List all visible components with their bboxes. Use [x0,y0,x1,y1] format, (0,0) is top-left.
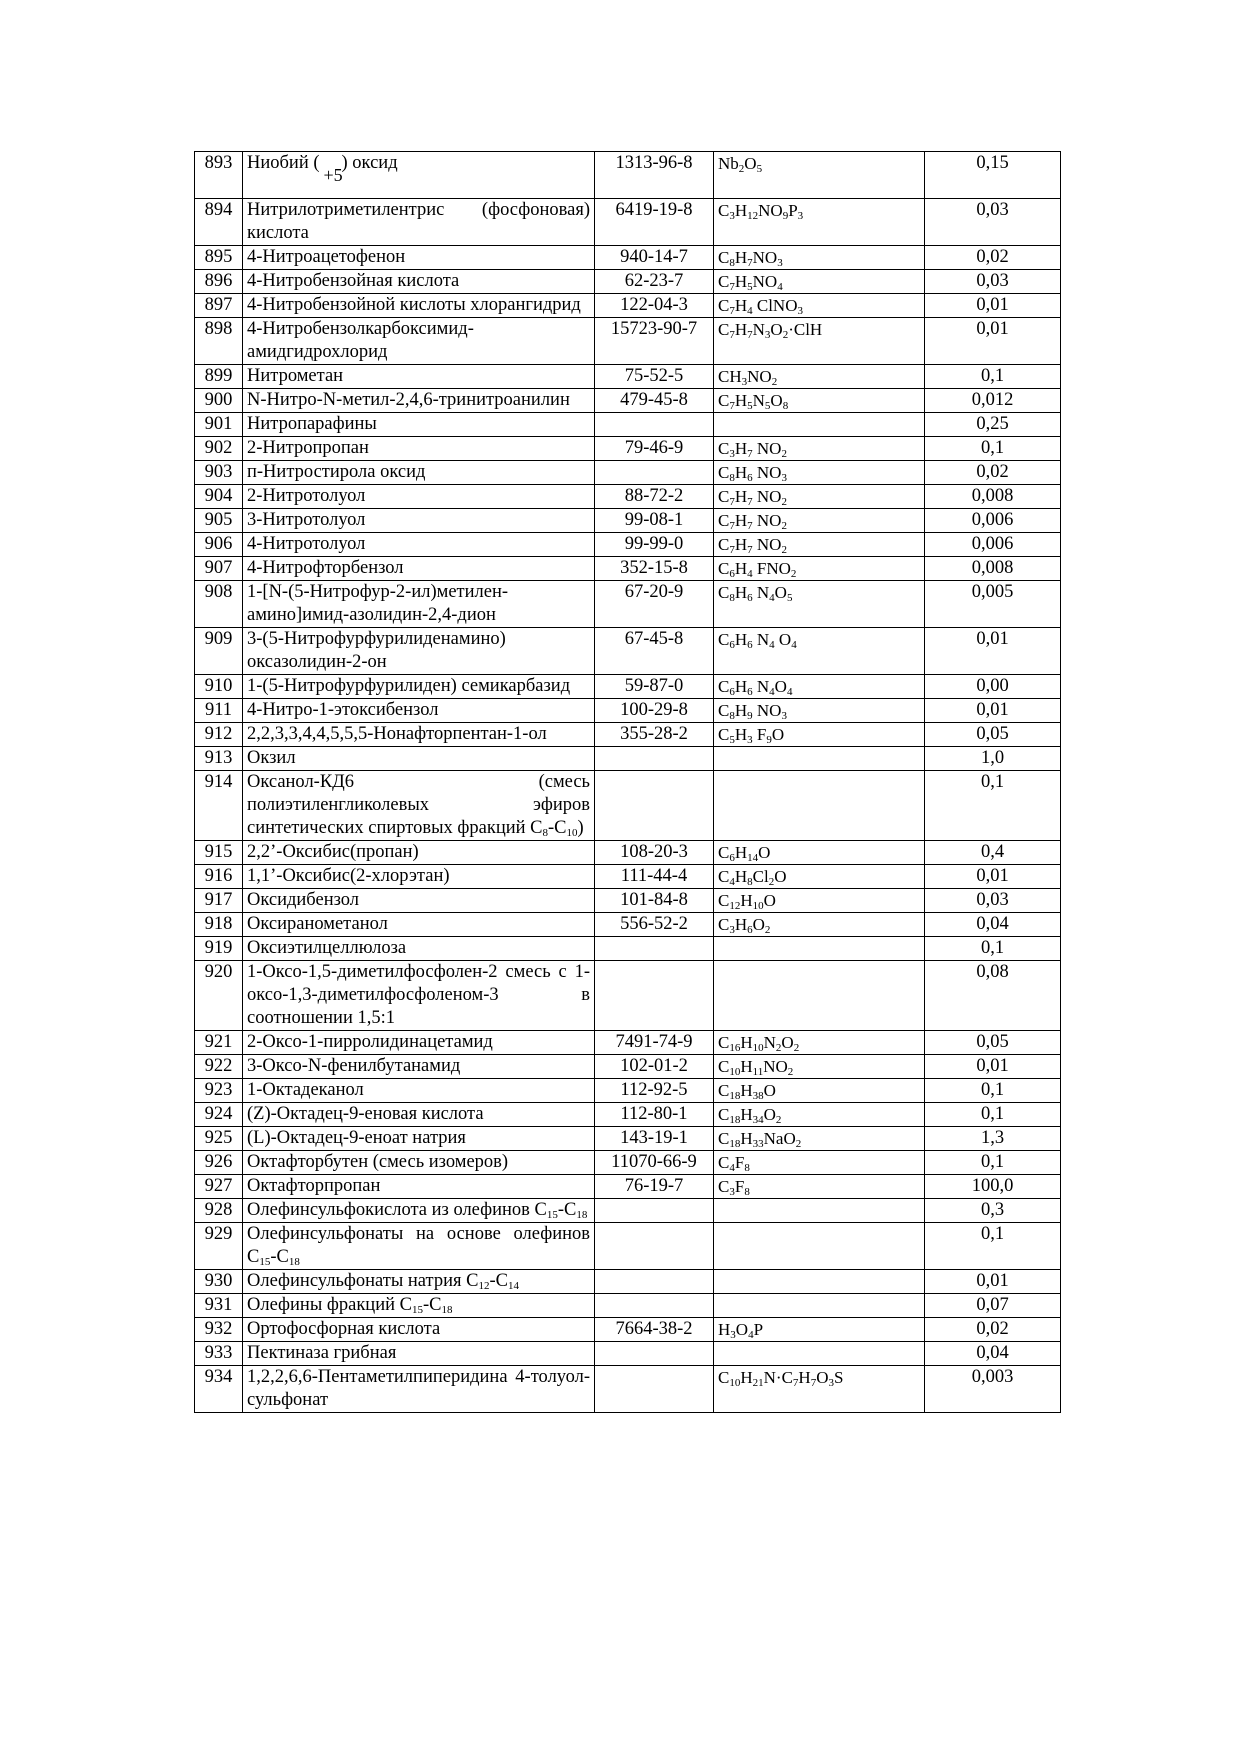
limit-value: 0,1 [925,1079,1061,1103]
row-number: 898 [195,318,243,365]
substance-name: 1-Октадеканол [243,1079,595,1103]
row-number: 917 [195,889,243,913]
cas-number: 76-19-7 [595,1175,714,1199]
table-row [195,1342,1061,1366]
limit-value: 0,03 [925,889,1061,913]
row-number: 900 [195,389,243,413]
table-row [195,675,1061,699]
substance-name: 4-Нитрофторбензол [243,557,595,581]
table-row [195,437,1061,461]
limit-value: 0,04 [925,913,1061,937]
cas-number: 79-46-9 [595,437,714,461]
cas-number: 1313-96-8 [595,152,714,199]
table-row [195,628,1061,675]
row-number: 914 [195,771,243,841]
document-page [194,151,1060,1413]
substance-name: 4-Нитробензолкарбоксимид-амидгидрохлорид [243,318,595,365]
row-number: 907 [195,557,243,581]
row-number: 915 [195,841,243,865]
limit-value: 0,05 [925,723,1061,747]
chemical-formula: $C_7H_7$ $NO_2$ [714,533,925,557]
chemical-formula: $C_6H_{14}O$ [714,841,925,865]
chemical-formula: $C_{18}H_{34}O_2$ [714,1103,925,1127]
chemical-formula: $C_4H_8Cl_2O$ [714,865,925,889]
chemical-formula [714,937,925,961]
limit-value: 0,05 [925,1031,1061,1055]
cas-number: 6419-19-8 [595,199,714,246]
substance-name: 1-(5-Нитрофурфурилиден) семикарбазид [243,675,595,699]
table-row [195,913,1061,937]
chemical-formula: $C_3H_6O_2$ [714,913,925,937]
substance-name: Нитрилотриметилентрис (фосфоновая) кислота [243,199,595,246]
cas-number: 11070-66-9 [595,1151,714,1175]
limit-value: 0,1 [925,937,1061,961]
row-number: 911 [195,699,243,723]
cas-number: 59-87-0 [595,675,714,699]
cas-number [595,1270,714,1294]
substance-name: 2,2’-Оксибис(пропан) [243,841,595,865]
row-number: 893 [195,152,243,199]
table-row [195,199,1061,246]
limit-value: 100,0 [925,1175,1061,1199]
cas-number [595,961,714,1031]
cas-number: 355-28-2 [595,723,714,747]
substance-name: 1-Оксо-1,5-диметилфосфолен-2 смесь с 1-оксо-1,3-диметилфосфоленом-3 в соотношении 1,5:1 [243,961,595,1031]
cas-number: 102-01-2 [595,1055,714,1079]
table-row [195,961,1061,1031]
table-row [195,1175,1061,1199]
substance-name: Октафторпропан [243,1175,595,1199]
limit-value: 0,02 [925,1318,1061,1342]
substance-name: Олефинсульфонаты на основе олефинов $C_{15}-C_{18}$ [243,1223,595,1270]
limit-value: 1,3 [925,1127,1061,1151]
cas-number: 99-99-0 [595,533,714,557]
limit-value: 0,008 [925,485,1061,509]
chemical-formula: $C_{16}H_{10}N_2O_2$ [714,1031,925,1055]
cas-number: 15723-90-7 [595,318,714,365]
limit-value: 0,4 [925,841,1061,865]
cas-number: 75-52-5 [595,365,714,389]
chemical-formula [714,1294,925,1318]
row-number: 896 [195,270,243,294]
substance-name: (Z)-Октадец-9-еновая кислота [243,1103,595,1127]
table-row [195,581,1061,628]
limit-value: 1,0 [925,747,1061,771]
row-number: 928 [195,1199,243,1223]
table-row [195,937,1061,961]
table-row [195,889,1061,913]
substance-name: 4-Нитроацетофенон [243,246,595,270]
substance-name: 3-(5-Нитрофурфурилиденамино) оксазолидин-2-он [243,628,595,675]
table-row [195,1079,1061,1103]
substance-name: Оксиранометанол [243,913,595,937]
chemical-formula [714,413,925,437]
limit-value: 0,15 [925,152,1061,199]
chemical-formula: $C_7H_7$ $NO_2$ [714,485,925,509]
chemical-formula [714,771,925,841]
cas-number: 112-80-1 [595,1103,714,1127]
limit-value: 0,01 [925,294,1061,318]
table-row [195,1270,1061,1294]
limit-value: 0,1 [925,1223,1061,1270]
row-number: 908 [195,581,243,628]
table-row [195,747,1061,771]
substance-name: п-Нитростирола оксид [243,461,595,485]
chemical-formula: $C_7H_5NO_4$ [714,270,925,294]
cas-number: 7491-74-9 [595,1031,714,1055]
chemical-formula: $H_3O_4P$ [714,1318,925,1342]
cas-number [595,1366,714,1413]
substance-table [194,151,1061,1413]
chemical-formula: $C_3H_7$ $NO_2$ [714,437,925,461]
substance-name: Октафторбутен (смесь изомеров) [243,1151,595,1175]
chemical-formula: $CH_3NO_2$ [714,365,925,389]
chemical-formula: $Nb_2O_5$ [714,152,925,199]
chemical-formula [714,1270,925,1294]
cas-number: 112-92-5 [595,1079,714,1103]
limit-value: 0,1 [925,365,1061,389]
chemical-formula [714,1199,925,1223]
row-number: 895 [195,246,243,270]
chemical-formula: $C_{18}H_{38}O$ [714,1079,925,1103]
chemical-formula: $C_8H_6$ $N_4O_5$ [714,581,925,628]
chemical-formula: $C_8H_6$ $NO_3$ [714,461,925,485]
row-number: 906 [195,533,243,557]
substance-name: 2-Оксо-1-пирролидинацетамид [243,1031,595,1055]
table-row [195,1366,1061,1413]
row-number: 894 [195,199,243,246]
row-number: 918 [195,913,243,937]
table-row [195,841,1061,865]
substance-name: 4-Нитробензойной кислоты хлорангидрид [243,294,595,318]
cas-number: 67-20-9 [595,581,714,628]
cas-number: 111-44-4 [595,865,714,889]
limit-value: 0,1 [925,771,1061,841]
row-number: 909 [195,628,243,675]
chemical-formula: $C_8H_9$ $NO_3$ [714,699,925,723]
limit-value: 0,01 [925,865,1061,889]
cas-number [595,413,714,437]
chemical-formula: $C_3F_8$ [714,1175,925,1199]
row-number: 903 [195,461,243,485]
substance-name: Нитропарафины [243,413,595,437]
cas-number: 99-08-1 [595,509,714,533]
table-row [195,246,1061,270]
cas-number: 122-04-3 [595,294,714,318]
limit-value: 0,04 [925,1342,1061,1366]
substance-name: 4-Нитробензойная кислота [243,270,595,294]
row-number: 925 [195,1127,243,1151]
limit-value: 0,01 [925,699,1061,723]
cas-number [595,937,714,961]
substance-name: Оксанол-КД6 (смесь полиэтиленгликолевых эфиров синтетических спиртовых фракций $C_8-C_{10}$) [243,771,595,841]
row-number: 899 [195,365,243,389]
substance-name: Ниобий ( +5 ) оксид [243,152,595,199]
limit-value: 0,07 [925,1294,1061,1318]
row-number: 913 [195,747,243,771]
row-number: 927 [195,1175,243,1199]
cas-number [595,747,714,771]
table-row [195,1055,1061,1079]
row-number: 926 [195,1151,243,1175]
cas-number [595,1223,714,1270]
row-number: 922 [195,1055,243,1079]
row-number: 921 [195,1031,243,1055]
substance-name: 3-Нитротолуол [243,509,595,533]
substance-name: 4-Нитротолуол [243,533,595,557]
cas-number: 108-20-3 [595,841,714,865]
chemical-formula: $C_8H_7NO_3$ [714,246,925,270]
table-row [195,318,1061,365]
chemical-formula: $C_3H_{12}NO_9P_3$ [714,199,925,246]
cas-number: 940-14-7 [595,246,714,270]
table-row [195,270,1061,294]
cas-number [595,461,714,485]
cas-number: 101-84-8 [595,889,714,913]
cas-number [595,1199,714,1223]
cas-number: 62-23-7 [595,270,714,294]
chemical-formula: $C_4F_8$ [714,1151,925,1175]
row-number: 924 [195,1103,243,1127]
table-row [195,1294,1061,1318]
row-number: 920 [195,961,243,1031]
table-row [195,865,1061,889]
substance-name: Олефинсульфонаты натрия $C_{12}-C_{14}$ [243,1270,595,1294]
row-number: 929 [195,1223,243,1270]
table-row [195,389,1061,413]
table-row [195,485,1061,509]
cas-number: 100-29-8 [595,699,714,723]
limit-value: 0,25 [925,413,1061,437]
chemical-formula: $C_{12}H_{10}O$ [714,889,925,913]
cas-number [595,771,714,841]
limit-value: 0,02 [925,461,1061,485]
table-row [195,413,1061,437]
row-number: 912 [195,723,243,747]
cas-number: 352-15-8 [595,557,714,581]
substance-name: 1-[N-(5-Нитрофур-2-ил)метилен-амино]имид-азолидин-2,4-дион [243,581,595,628]
row-number: 932 [195,1318,243,1342]
limit-value: 0,01 [925,1055,1061,1079]
limit-value: 0,1 [925,1103,1061,1127]
limit-value: 0,008 [925,557,1061,581]
row-number: 910 [195,675,243,699]
substance-name: 1,1’-Оксибис(2-хлорэтан) [243,865,595,889]
table-row [195,533,1061,557]
chemical-formula [714,1342,925,1366]
chemical-formula: $C_7H_4$ ClNO$_3$ [714,294,925,318]
limit-value: 0,006 [925,509,1061,533]
limit-value: 0,012 [925,389,1061,413]
chemical-formula: $C_7H_7$ $NO_2$ [714,509,925,533]
cas-number: 479-45-8 [595,389,714,413]
chemical-formula: $C_5H_3$ $F_9O$ [714,723,925,747]
row-number: 923 [195,1079,243,1103]
table-row [195,557,1061,581]
limit-value: 0,01 [925,628,1061,675]
cas-number: 143-19-1 [595,1127,714,1151]
substance-table-body [195,152,1061,1413]
limit-value: 0,005 [925,581,1061,628]
chemical-formula: $C_6H_4$ $FNO_2$ [714,557,925,581]
table-row [195,1103,1061,1127]
substance-name: (L)-Октадец-9-еноат натрия [243,1127,595,1151]
chemical-formula: $C_{10}H_{11}NO_2$ [714,1055,925,1079]
table-row [195,461,1061,485]
chemical-formula [714,1223,925,1270]
limit-value: 0,003 [925,1366,1061,1413]
limit-value: 0,006 [925,533,1061,557]
row-number: 902 [195,437,243,461]
row-number: 904 [195,485,243,509]
substance-name: Нитрометан [243,365,595,389]
row-number: 934 [195,1366,243,1413]
table-row [195,294,1061,318]
substance-name: Ортофосфорная кислота [243,1318,595,1342]
cas-number [595,1342,714,1366]
row-number: 916 [195,865,243,889]
limit-value: 0,02 [925,246,1061,270]
substance-name: N-Нитро-N-метил-2,4,6-тринитроанилин [243,389,595,413]
oxidation-state: +5 [323,165,343,185]
cas-number: 67-45-8 [595,628,714,675]
limit-value: 0,1 [925,1151,1061,1175]
chemical-formula: $C_7H_7N_3O_2\cdot ClH$ [714,318,925,365]
row-number: 931 [195,1294,243,1318]
row-number: 901 [195,413,243,437]
table-row [195,723,1061,747]
row-number: 933 [195,1342,243,1366]
limit-value: 0,03 [925,199,1061,246]
table-row [195,1223,1061,1270]
limit-value: 0,08 [925,961,1061,1031]
table-row [195,1151,1061,1175]
table-row [195,699,1061,723]
limit-value: 0,3 [925,1199,1061,1223]
cas-number [595,1294,714,1318]
chemical-formula: $C_{10}H_{21}N\cdot C_7H_7O_3S$ [714,1366,925,1413]
cas-number: 556-52-2 [595,913,714,937]
table-row [195,365,1061,389]
limit-value: 0,00 [925,675,1061,699]
substance-name: 2-Нитротолуол [243,485,595,509]
row-number: 897 [195,294,243,318]
table-row [195,1318,1061,1342]
substance-name: 1,2,2,6,6-Пентаметилпиперидина 4-толуол-сульфонат [243,1366,595,1413]
substance-name: Олефины фракций $C_{15}-C_{18}$ [243,1294,595,1318]
chemical-formula [714,961,925,1031]
cas-number: 7664-38-2 [595,1318,714,1342]
substance-name: Оксидибензол [243,889,595,913]
chemical-formula: $C_6H_6$ $N_4$ $O_4$ [714,628,925,675]
substance-name: 4-Нитро-1-этоксибензол [243,699,595,723]
cas-number: 88-72-2 [595,485,714,509]
row-number: 905 [195,509,243,533]
limit-value: 0,1 [925,437,1061,461]
chemical-formula: $C_6H_6$ $N_4O_4$ [714,675,925,699]
substance-name: Окзил [243,747,595,771]
substance-name: 2-Нитропропан [243,437,595,461]
table-row [195,1199,1061,1223]
chemical-formula: $C_7H_5N_5O_8$ [714,389,925,413]
limit-value: 0,03 [925,270,1061,294]
chemical-formula: $C_{18}H_{33}NaO_2$ [714,1127,925,1151]
table-row [195,509,1061,533]
table-row [195,1127,1061,1151]
table-row [195,1031,1061,1055]
substance-name: Оксиэтилцеллюлоза [243,937,595,961]
table-row [195,771,1061,841]
substance-name: 2,2,3,3,4,4,5,5,5-Нонафторпентан-1-ол [243,723,595,747]
substance-name: Олефинсульфокислота из олефинов $C_{15}-C_{18}$ [243,1199,595,1223]
row-number: 919 [195,937,243,961]
row-number: 930 [195,1270,243,1294]
table-row [195,152,1061,199]
chemical-formula [714,747,925,771]
substance-name: 3-Оксо-N-фенилбутанамид [243,1055,595,1079]
limit-value: 0,01 [925,318,1061,365]
limit-value: 0,01 [925,1270,1061,1294]
substance-name: Пектиназа грибная [243,1342,595,1366]
